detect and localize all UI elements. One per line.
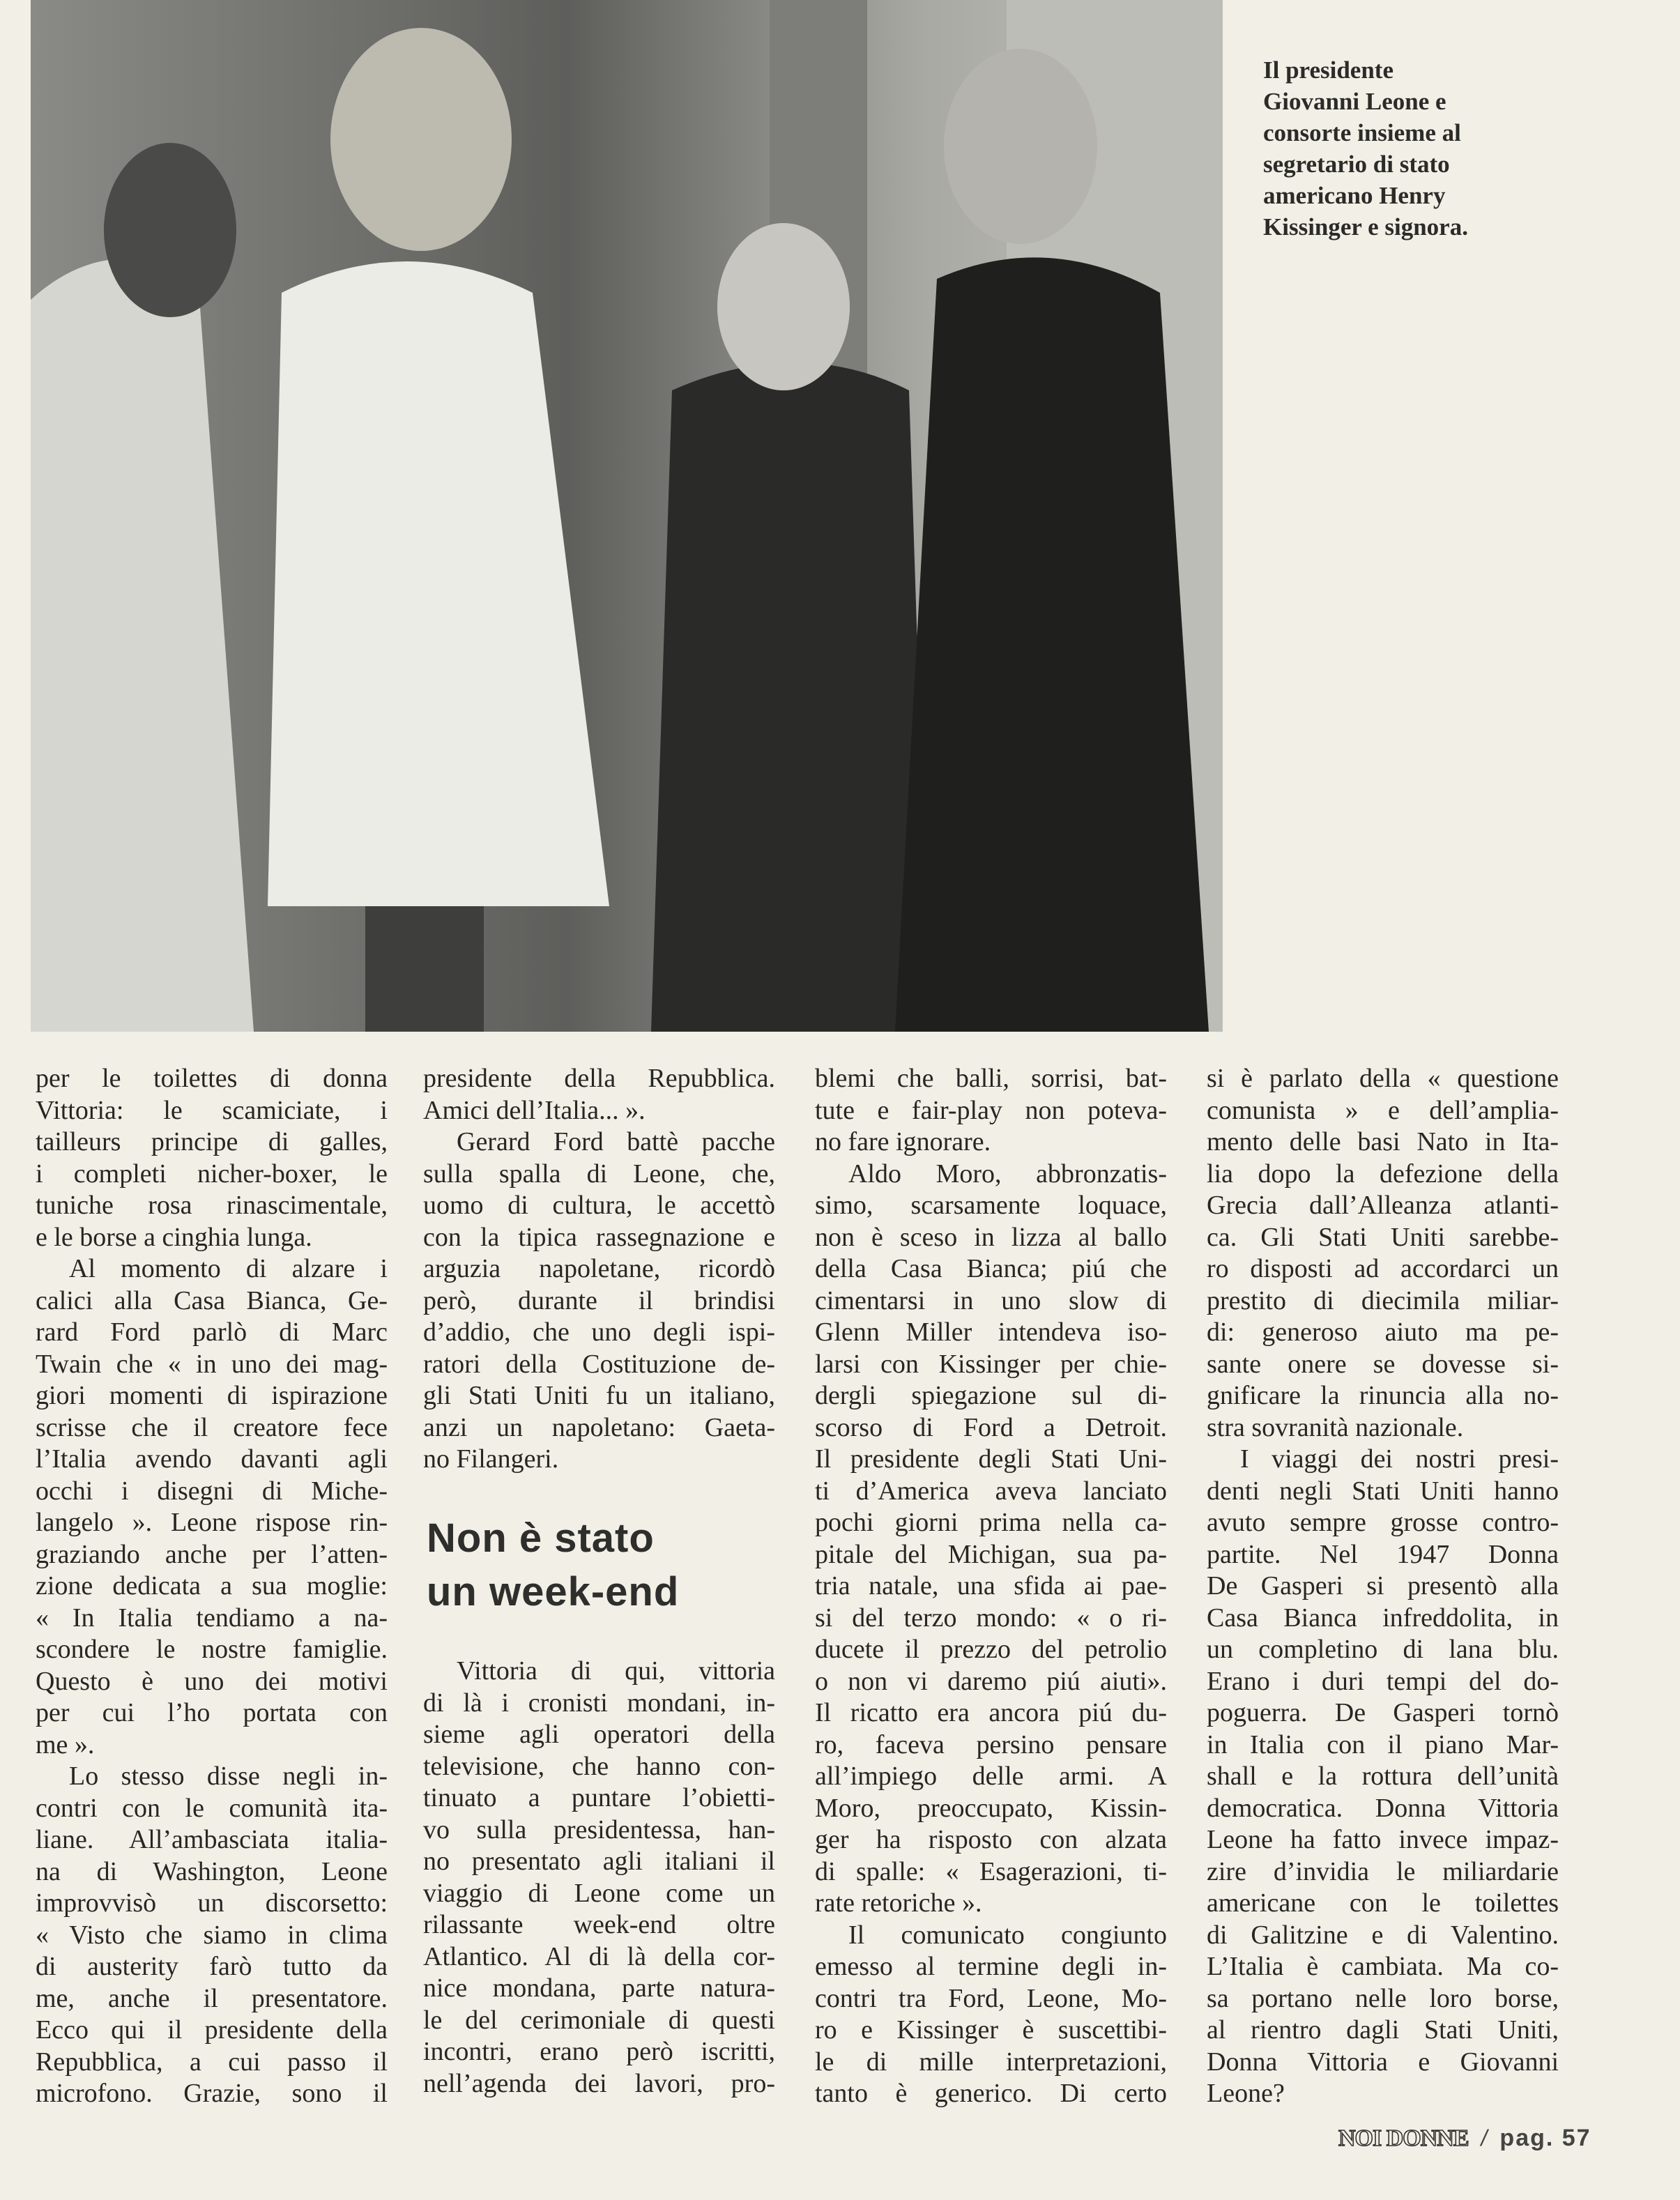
- text-line: l’Italia avendo davanti agli: [36, 1444, 388, 1474]
- text-line: sante onere se dovesse si-: [1207, 1349, 1559, 1379]
- paragraph: [36, 1063, 388, 1253]
- text-line: ro disposti ad accordarci un: [1207, 1254, 1559, 1283]
- text-line: gnificare la rinuncia alla no-: [1207, 1381, 1559, 1410]
- text-line: tailleurs principe di galles,: [36, 1127, 388, 1156]
- text-line: ger ha risposto con alzata: [815, 1825, 1167, 1854]
- text-line: gli Stati Uniti fu un italiano,: [423, 1381, 775, 1410]
- text-line: sulla spalla di Leone, che,: [423, 1159, 775, 1189]
- text-line: Lo stesso disse negli in-: [69, 1762, 388, 1791]
- text-line: « In Italia tendiamo a na-: [36, 1603, 388, 1633]
- text-line: occhi i disegni di Miche-: [36, 1476, 388, 1506]
- text-line: sa portano nelle loro borse,: [1207, 1983, 1559, 2013]
- text-line: Glenn Miller intendeva iso-: [815, 1317, 1167, 1347]
- section-heading: [427, 1511, 679, 1619]
- text-line: simo, scarsamente loquace,: [815, 1191, 1167, 1220]
- text-line: no presentato agli italiani il: [423, 1847, 775, 1876]
- page-number: pag. 57: [1499, 2125, 1591, 2151]
- text-line: in Italia con il piano Mar-: [1207, 1729, 1559, 1759]
- text-line: no fare ignorare.: [815, 1127, 991, 1156]
- text-line: graziando anche per l’atten-: [36, 1539, 388, 1569]
- text-line: di: generoso aiuto ma pe-: [1207, 1317, 1559, 1347]
- text-line: anzi un napoletano: Gaeta-: [423, 1412, 775, 1442]
- paragraph: [36, 1761, 388, 2110]
- text-line: no Filangeri.: [423, 1444, 559, 1474]
- text-line: zione dedicata a sua moglie:: [36, 1571, 388, 1601]
- text-line: Gerard Ford battè pacche: [457, 1127, 775, 1156]
- text-line: un completino di lana blu.: [1207, 1635, 1559, 1664]
- text-line: di Galitzine e di Valentino.: [1207, 1920, 1559, 1950]
- text-line: uomo di cultura, le accettò: [423, 1191, 775, 1220]
- article-column-2-top: [423, 1063, 775, 1476]
- magazine-logo: NOI DONNE: [1338, 2125, 1469, 2151]
- text-line: tute e fair-play non poteva-: [815, 1095, 1167, 1125]
- photo-caption: [1263, 54, 1500, 243]
- photo-woman-left-head: [104, 143, 236, 317]
- text-line: si è parlato della « questione: [1207, 1064, 1559, 1093]
- photo-woman-center-legs: [365, 906, 484, 1032]
- photo-woman-center-head: [330, 28, 512, 251]
- caption-line: segretario di stato: [1263, 151, 1450, 178]
- text-line: Leone?: [1207, 2079, 1285, 2108]
- text-line: pochi giorni prima nella ca-: [815, 1508, 1167, 1537]
- photo-man-right: [895, 257, 1209, 1032]
- text-line: arguzia napoletane, ricordò: [423, 1254, 775, 1283]
- text-line: me, anche il presentatore.: [36, 1983, 388, 2013]
- footer-separator: /: [1481, 2125, 1488, 2151]
- text-line: ro, faceva persino pensare: [815, 1729, 1167, 1759]
- text-line: ratori della Costituzione de-: [423, 1349, 775, 1379]
- caption-line: consorte insieme al: [1263, 119, 1461, 146]
- text-line: ro e Kissinger è suscettibi-: [815, 2015, 1167, 2045]
- text-line: contri con le comunità ita-: [36, 1793, 388, 1823]
- text-line: ca. Gli Stati Uniti sarebbe-: [1207, 1222, 1559, 1252]
- text-line: democratica. Donna Vittoria: [1207, 1793, 1559, 1823]
- caption-line: Kissinger e signora.: [1263, 213, 1468, 240]
- text-line: dergli spiegazione sul di-: [815, 1381, 1167, 1410]
- article-photo: [31, 0, 1223, 1032]
- text-line: prestito di diecimila miliar-: [1207, 1285, 1559, 1315]
- text-line: televisione, che hanno con-: [423, 1751, 775, 1781]
- text-line: americane con le toilettes: [1207, 1888, 1559, 1918]
- text-line: emesso al termine degli in-: [815, 1952, 1167, 1981]
- text-line: Grecia dall’Alleanza atlanti-: [1207, 1191, 1559, 1220]
- article-column-3: [815, 1063, 1167, 2110]
- text-line: na di Washington, Leone: [36, 1856, 388, 1886]
- text-line: shall e la rottura dell’unità: [1207, 1762, 1559, 1791]
- text-line: blemi che balli, sorrisi, bat-: [815, 1064, 1167, 1093]
- paragraph: [36, 1253, 388, 1761]
- text-line: Leone ha fatto invece impaz-: [1207, 1825, 1559, 1854]
- text-line: Casa Bianca infreddolita, in: [1207, 1603, 1559, 1633]
- text-line: Erano i duri tempi del do-: [1207, 1666, 1559, 1696]
- text-line: I viaggi dei nostri presi-: [1240, 1444, 1559, 1474]
- text-line: le del cerimoniale di questi: [423, 2005, 775, 2035]
- text-line: ti d’America aveva lanciato: [815, 1476, 1167, 1506]
- text-line: cimentarsi in uno slow di: [815, 1285, 1167, 1315]
- text-line: rard Ford parlò di Marc: [36, 1317, 388, 1347]
- text-line: Il comunicato congiunto: [848, 1920, 1167, 1950]
- caption-line: Il presidente: [1263, 56, 1393, 84]
- text-line: però, durante il brindisi: [423, 1285, 775, 1315]
- text-line: all’impiego delle armi. A: [815, 1762, 1167, 1791]
- article-column-4: [1207, 1063, 1559, 2110]
- paragraph: [423, 1063, 775, 1126]
- text-line: zire d’invidia le miliardarie: [1207, 1856, 1559, 1886]
- text-line: o non vi daremo piú aiuti».: [815, 1666, 1167, 1696]
- text-line: « Visto che siamo in clima: [36, 1920, 388, 1950]
- paragraph: [1207, 1444, 1559, 2110]
- text-line: mento delle basi Nato in Ita-: [1207, 1127, 1559, 1156]
- heading-line: un week-end: [427, 1569, 680, 1614]
- text-line: Ecco qui il presidente della: [36, 2015, 388, 2045]
- text-line: viaggio di Leone come un: [423, 1878, 775, 1908]
- text-line: partite. Nel 1947 Donna: [1207, 1539, 1559, 1569]
- text-line: liane. All’ambasciata italia-: [36, 1825, 388, 1854]
- article-column-1: [36, 1063, 388, 2110]
- text-line: Amici dell’Italia... ».: [423, 1095, 646, 1125]
- text-line: me ».: [36, 1729, 95, 1759]
- text-line: poguerra. De Gasperi tornò: [1207, 1698, 1559, 1727]
- paragraph: [815, 1159, 1167, 1920]
- text-line: langelo ». Leone rispose rin-: [36, 1508, 388, 1537]
- text-line: Repubblica, a cui passo il: [36, 2047, 388, 2077]
- text-line: vo sulla presidentessa, han-: [423, 1815, 775, 1844]
- text-line: L’Italia è cambiata. Ma co-: [1207, 1952, 1559, 1981]
- text-line: microfono. Grazie, sono il: [36, 2079, 388, 2108]
- text-line: tinuato a puntare l’obietti-: [423, 1783, 775, 1812]
- text-line: scorso di Ford a Detroit.: [815, 1412, 1167, 1442]
- text-line: tria natale, una sfida ai pae-: [815, 1571, 1167, 1601]
- paragraph: [815, 1920, 1167, 2110]
- text-line: i completi nicher-boxer, le: [36, 1159, 388, 1189]
- article-column-2-bottom: [423, 1656, 775, 2100]
- text-line: Il presidente degli Stati Uni-: [815, 1444, 1167, 1474]
- text-line: larsi con Kissinger per chie-: [815, 1349, 1167, 1379]
- text-line: di austerity farò tutto da: [36, 1952, 388, 1981]
- text-line: non è sceso in lizza al ballo: [815, 1222, 1167, 1252]
- text-line: comunista » e dell’amplia-: [1207, 1095, 1559, 1125]
- text-line: e le borse a cinghia lunga.: [36, 1222, 312, 1252]
- text-line: Donna Vittoria e Giovanni: [1207, 2047, 1559, 2077]
- text-line: Moro, preoccupato, Kissin-: [815, 1793, 1167, 1823]
- text-line: rate retoriche ».: [815, 1888, 982, 1918]
- text-line: De Gasperi si presentò alla: [1207, 1571, 1559, 1601]
- text-line: scrisse che il creatore fece: [36, 1412, 388, 1442]
- paragraph: [1207, 1063, 1559, 1444]
- text-line: con la tipica rassegnazione e: [423, 1222, 775, 1252]
- text-line: denti negli Stati Uniti hanno: [1207, 1476, 1559, 1506]
- text-line: stra sovranità nazionale.: [1207, 1412, 1464, 1442]
- paragraph: [423, 1656, 775, 2100]
- text-line: si del terzo mondo: « o ri-: [815, 1603, 1167, 1633]
- text-line: contri tra Ford, Leone, Mo-: [815, 1983, 1167, 2013]
- text-line: presidente della Repubblica.: [423, 1064, 775, 1093]
- text-line: della Casa Bianca; piú che: [815, 1254, 1167, 1283]
- text-line: nell’agenda dei lavori, pro-: [423, 2068, 775, 2098]
- text-line: per le toilettes di donna: [36, 1064, 388, 1093]
- text-line: incontri, erano però iscritti,: [423, 2037, 775, 2066]
- text-line: Vittoria: le scamiciate, i: [36, 1095, 388, 1125]
- text-line: d’addio, che uno degli ispi-: [423, 1317, 775, 1347]
- photo-man-right-head: [944, 49, 1097, 244]
- text-line: per cui l’ho portata con: [36, 1698, 388, 1727]
- text-line: nice mondana, parte natura-: [423, 1973, 775, 2003]
- text-line: Aldo Moro, abbronzatis-: [848, 1159, 1167, 1189]
- text-line: scondere le nostre famiglie.: [36, 1635, 388, 1664]
- text-line: improvvisò un discorsetto:: [36, 1888, 388, 1918]
- photo-man-center: [651, 362, 930, 1032]
- text-line: le di mille interpretazioni,: [815, 2047, 1167, 2077]
- heading-line: Non è stato: [427, 1515, 655, 1561]
- text-line: Atlantico. Al di là della cor-: [423, 1941, 775, 1971]
- photo-man-center-head: [717, 223, 850, 390]
- paragraph: [815, 1063, 1167, 1159]
- caption-line: americano Henry: [1263, 182, 1446, 209]
- text-line: Al momento di alzare i: [69, 1254, 388, 1283]
- text-line: tanto è generico. Di certo: [815, 2079, 1167, 2108]
- text-line: tuniche rosa rinascimentale,: [36, 1191, 388, 1220]
- paragraph: [423, 1126, 775, 1476]
- text-line: giori momenti di ispirazione: [36, 1381, 388, 1410]
- caption-line: Giovanni Leone e: [1263, 88, 1446, 115]
- text-line: di là i cronisti mondani, in-: [423, 1688, 775, 1718]
- text-line: al rientro dagli Stati Uniti,: [1207, 2015, 1559, 2045]
- text-line: Il ricatto era ancora piú du-: [815, 1698, 1167, 1727]
- text-line: di spalle: « Esagerazioni, ti-: [815, 1856, 1167, 1886]
- text-line: rilassante week-end oltre: [423, 1910, 775, 1939]
- text-line: sieme agli operatori della: [423, 1720, 775, 1749]
- text-line: Twain che « in uno dei mag-: [36, 1349, 388, 1379]
- text-line: lia dopo la defezione della: [1207, 1159, 1559, 1189]
- text-line: Questo è uno dei motivi: [36, 1666, 388, 1696]
- text-line: ducete il prezzo del petrolio: [815, 1635, 1167, 1664]
- text-line: avuto sempre grosse contro-: [1207, 1508, 1559, 1537]
- text-line: calici alla Casa Bianca, Ge-: [36, 1285, 388, 1315]
- text-line: pitale del Michigan, sua pa-: [815, 1539, 1167, 1569]
- page-footer: [1338, 2125, 1591, 2152]
- photo-image: [31, 0, 1223, 1032]
- text-line: Vittoria di qui, vittoria: [457, 1656, 775, 1686]
